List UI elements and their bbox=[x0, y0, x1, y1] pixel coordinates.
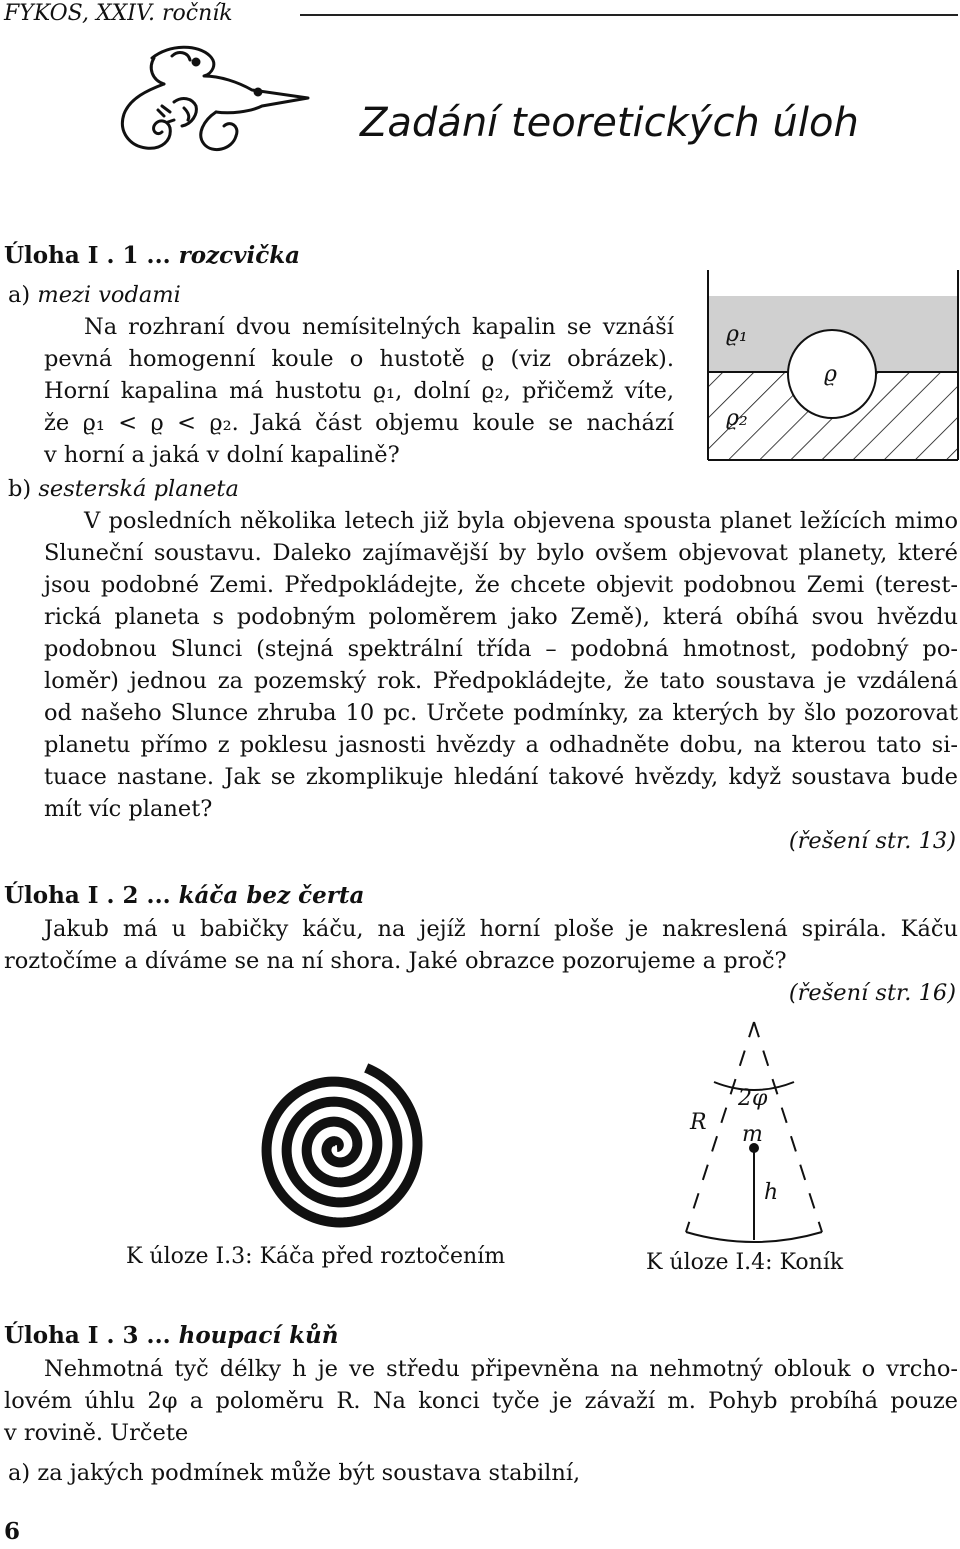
label-rho: ϱ bbox=[824, 362, 837, 387]
task1-a-line: Na rozhraní dvou nemísitelných kapalin se vznáší bbox=[84, 314, 674, 340]
konik-label-height: h bbox=[764, 1180, 779, 1205]
task1-b-line: planetu přímo z poklesu jasnosti hvězdy a odhadněte dobu, na kterou tato si- bbox=[44, 732, 958, 758]
konik-label-radius: R bbox=[690, 1110, 707, 1135]
task1-b-line: od našeho Slunce zhruba 10 pc. Určete podmínky, za kterých by šlo pozorovat bbox=[44, 700, 958, 726]
task1-b-line: Sluneční soustavu. Daleko zajímavější by bylo ovšem objevovat planety, které bbox=[44, 540, 958, 566]
task1-a-marker: a) bbox=[8, 282, 38, 308]
label-rho1: ϱ₁ bbox=[726, 322, 748, 347]
caption-konik: K úloze I.4: Koník bbox=[646, 1250, 844, 1275]
task2-heading bbox=[4, 882, 364, 909]
task1-b-line: mít víc planet? bbox=[44, 796, 213, 822]
task1-solution-ref: (řešení str. 13) bbox=[788, 828, 956, 854]
konik-label-mass: m bbox=[742, 1122, 763, 1147]
task2-heading-name: káča bez čerta bbox=[178, 882, 365, 909]
task1-a-title: mezi vodami bbox=[37, 282, 181, 308]
task1-heading bbox=[4, 242, 300, 269]
task1-heading-name: rozcvička bbox=[178, 242, 301, 269]
task3-heading-name: houpací kůň bbox=[178, 1322, 339, 1349]
task1-b-line: loměr) jednou za pozemský rok. Předpokládejte, že tato soustava je vzdálená bbox=[44, 668, 958, 694]
task1-a-line: pevná homogenní koule o hustotě ϱ (viz obrázek). bbox=[44, 346, 674, 372]
task1-b-marker: b) bbox=[8, 476, 39, 502]
task3-line: lovém úhlu 2φ a poloměru R. Na konci tyče je závaží m. Pohyb probíhá pouze bbox=[4, 1388, 958, 1414]
task3-line: Nehmotná tyč délky h je ve středu připevněna na nehmotný oblouk o vrcho- bbox=[44, 1356, 958, 1382]
fykos-logo bbox=[112, 40, 312, 158]
konik-label-angle: 2φ bbox=[738, 1086, 768, 1111]
task1-a-line: že ϱ₁ < ϱ < ϱ₂. Jaká část objemu koule se nachází bbox=[44, 410, 674, 436]
task1-b-line: jsou podobné Zemi. Předpokládejte, že chcete objevit podobnou Zemi (terest- bbox=[44, 572, 958, 598]
task1-heading-prefix: Úloha I . 1 ... bbox=[4, 242, 179, 269]
task3-heading-prefix: Úloha I . 3 ... bbox=[4, 1322, 179, 1349]
task2-line: Jakub má u babičky káču, na jejíž horní ploše je nakreslená spirála. Káču bbox=[44, 916, 958, 942]
task1-b-line: V posledních několika letech již byla objevena spousta planet ležících mimo bbox=[84, 508, 958, 534]
task1-a-line: v horní a jaká v dolní kapalině? bbox=[44, 442, 400, 468]
task1-a-line: Horní kapalina má hustotu ϱ₁, dolní ϱ₂, přičemž víte, bbox=[44, 378, 674, 404]
task3-a-item: a) za jakých podmínek může být soustava stabilní, bbox=[8, 1460, 581, 1486]
page-title: Zadání teoretických úloh bbox=[360, 100, 859, 146]
page-number: 6 bbox=[4, 1518, 21, 1545]
task1-b-line: tuace nastane. Jak se zkomplikuje hledání takové hvězdy, když soustava bude bbox=[44, 764, 958, 790]
task1-b-line: podobnou Slunci (stejná spektrální třída – podobná hmotnost, podobný po- bbox=[44, 636, 958, 662]
header-rule bbox=[300, 14, 958, 16]
task3-line: v rovině. Určete bbox=[4, 1420, 189, 1446]
task2-heading-prefix: Úloha I . 2 ... bbox=[4, 882, 179, 909]
task1-b-title: sesterská planeta bbox=[38, 476, 239, 502]
task1-b-label bbox=[8, 474, 239, 506]
figure-spiral bbox=[250, 1060, 424, 1234]
task1-b-line: rická planeta s podobným poloměrem jako Země), která obíhá svou hvězdu bbox=[44, 604, 958, 630]
caption-spiral: K úloze I.3: Káča před roztočením bbox=[126, 1244, 506, 1269]
task2-line: roztočíme a díváme se na ní shora. Jaké obrazce pozorujeme a proč? bbox=[4, 948, 787, 974]
running-header: FYKOS, XXIV. ročník bbox=[4, 1, 233, 26]
task3-heading bbox=[4, 1322, 339, 1349]
task2-solution-ref: (řešení str. 16) bbox=[788, 980, 956, 1006]
task1-a-label bbox=[8, 280, 181, 312]
label-rho2: ϱ₂ bbox=[726, 406, 748, 431]
